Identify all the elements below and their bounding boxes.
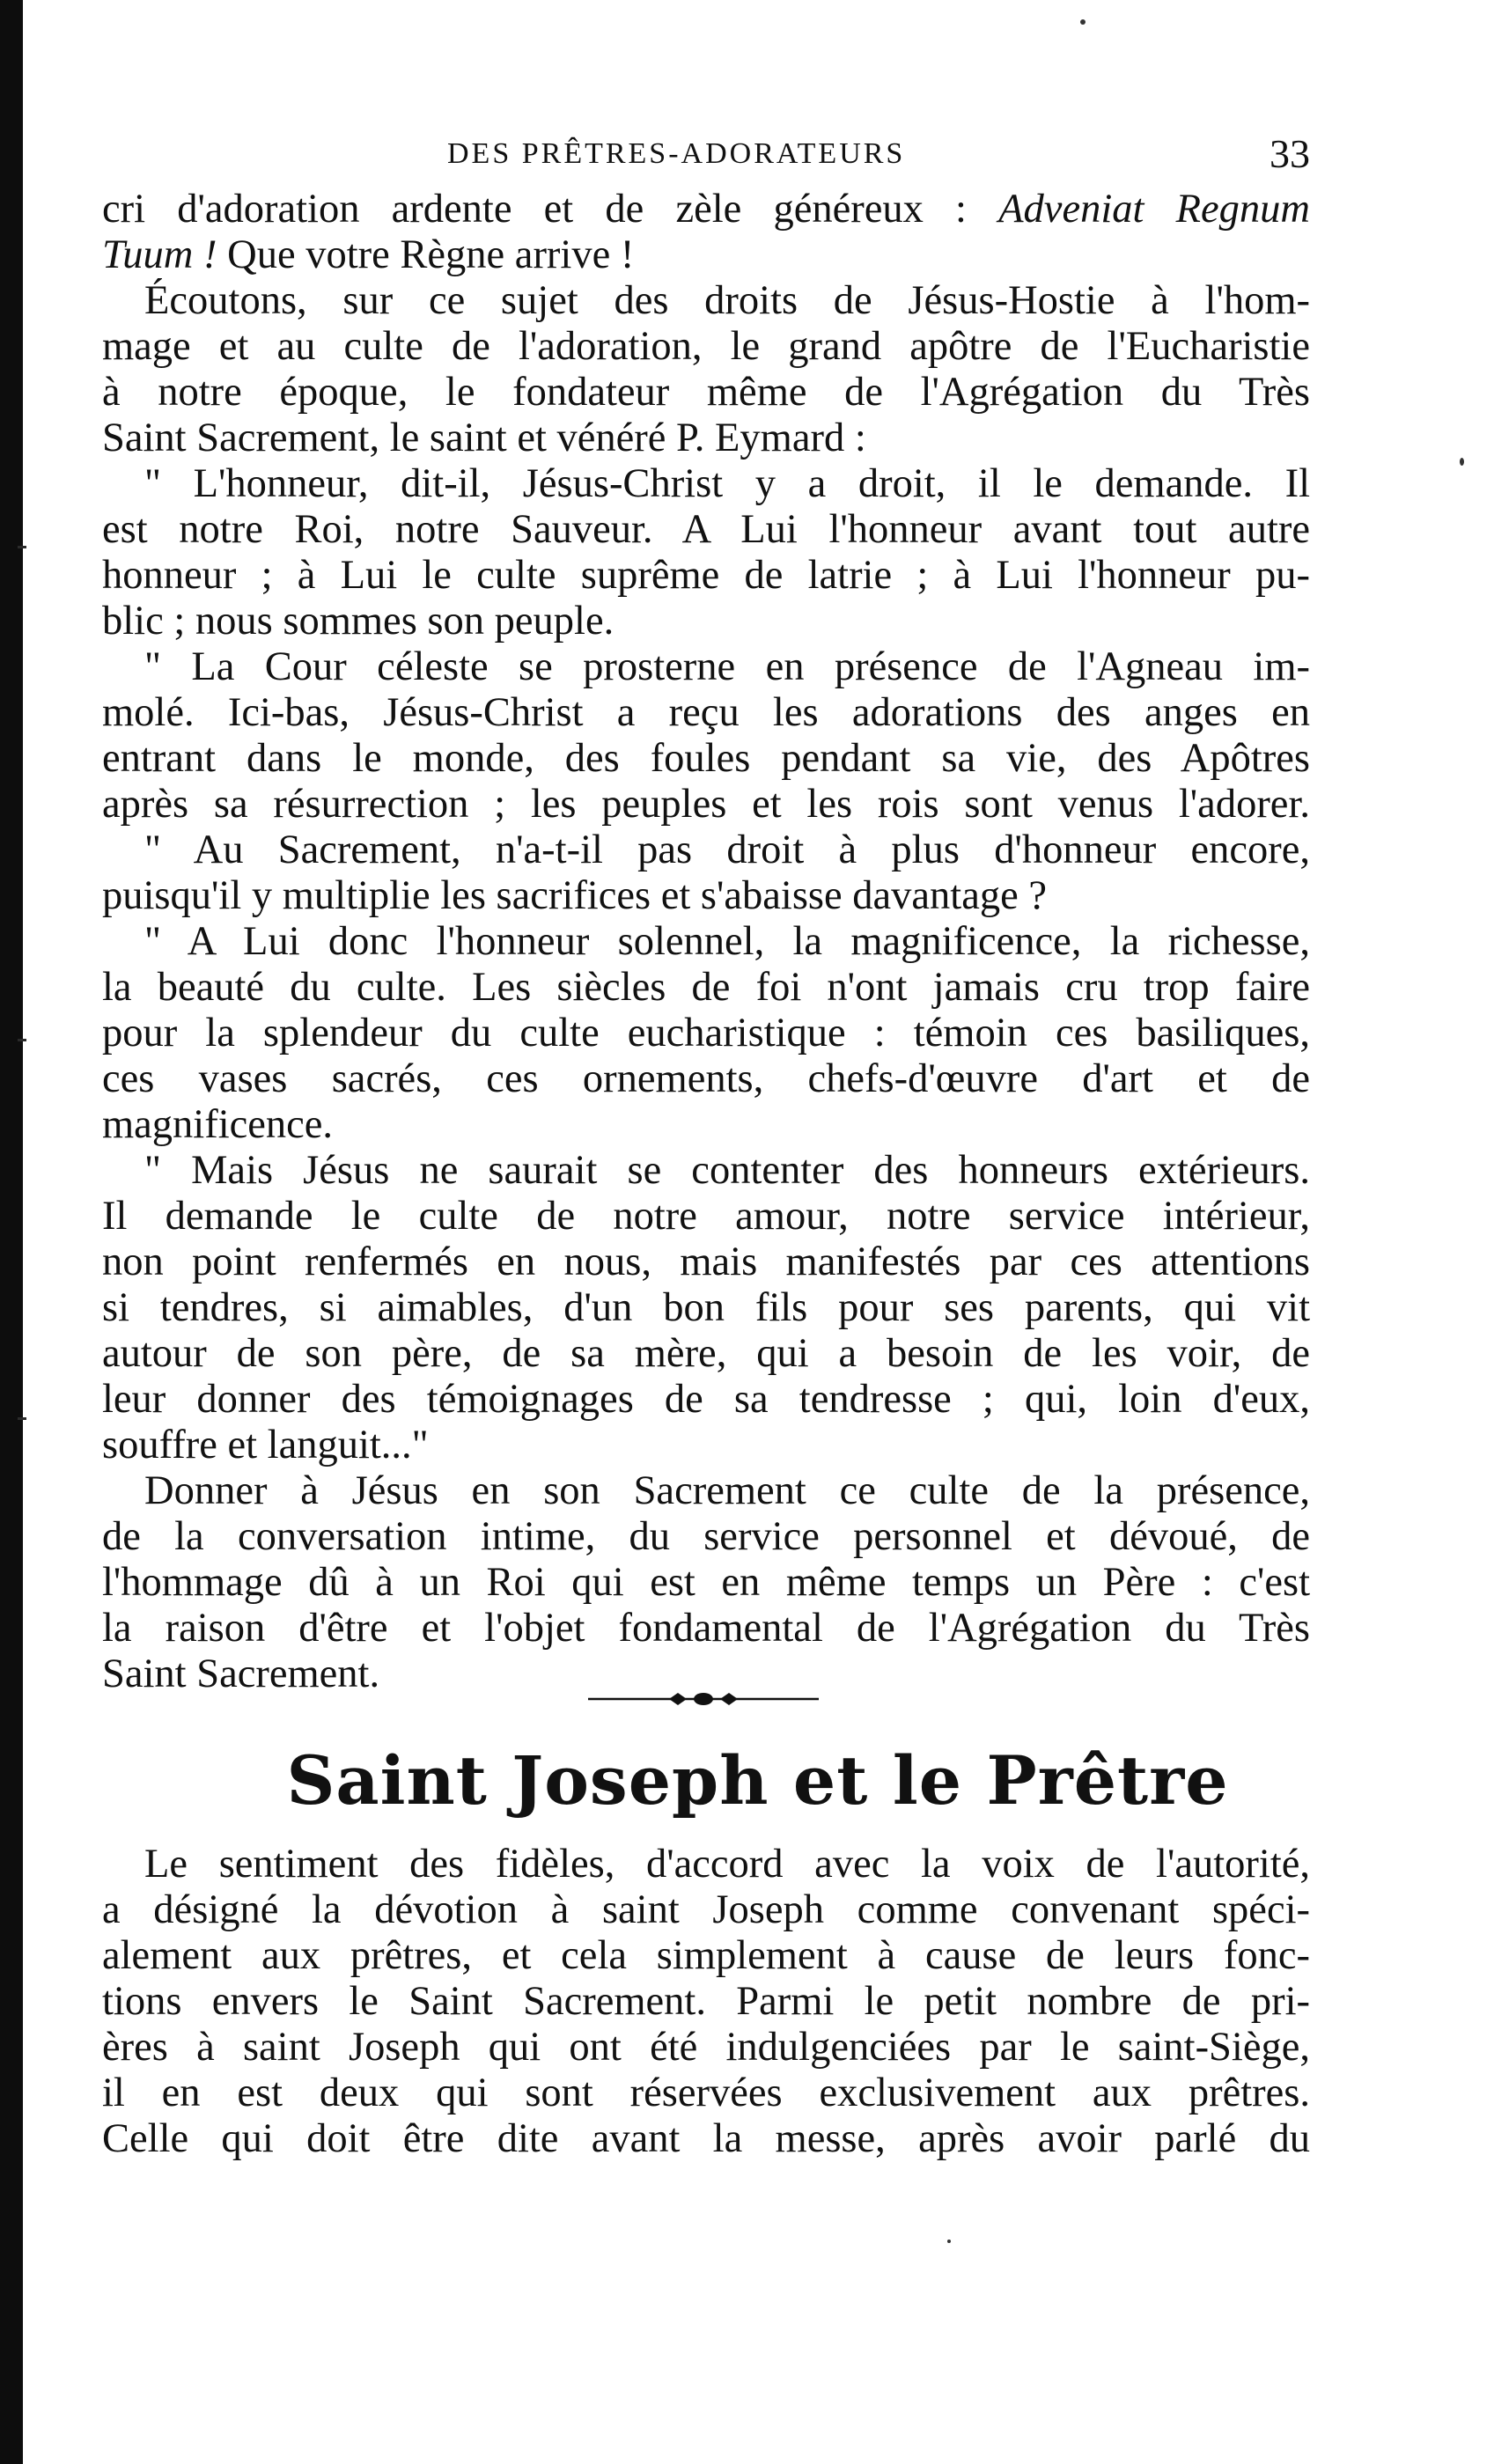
print-speck: [1460, 458, 1464, 466]
section-heading: Saint Joseph et le Prêtre: [286, 1741, 1229, 1820]
text-line: Saint Sacrement, le saint et vénéré P. Eymard :: [102, 416, 866, 460]
text-line: Il demande le culte de notre amour, notre service intérieur,: [102, 1194, 1310, 1239]
text-line: blic ; nous sommes son peuple.: [102, 599, 615, 644]
binding-nick: [18, 1039, 26, 1041]
text-line: souffre et languit...": [102, 1423, 429, 1467]
text-line: Donner à Jésus en son Sacrement ce culte de la présence,: [144, 1468, 1310, 1513]
text-line: de la conversation intime, du service personnel et dévoué, de: [102, 1514, 1310, 1559]
print-speck: [1080, 19, 1086, 25]
text-line: magnificence.: [102, 1102, 334, 1147]
text-line-italic: Adveniat Regnum: [998, 187, 1310, 232]
text-line: mage et au culte de l'adoration, le grand apôtre de l'Eucharistie: [102, 324, 1310, 369]
text-line: " Mais Jésus ne saurait se contenter des honneurs extérieurs.: [144, 1148, 1310, 1193]
text-line: la beauté du culte. Les siècles de foi n'ont jamais cru trop faire: [102, 965, 1310, 1010]
text-line: puisqu'il y multiplie les sacrifices et s'abaisse davantage ?: [102, 873, 1048, 918]
text-line: est notre Roi, notre Sauveur. A Lui l'honneur avant tout autre: [102, 507, 1310, 552]
text-line: Le sentiment des fidèles, d'accord avec la voix de l'autorité,: [144, 1842, 1310, 1887]
text-line: il en est deux qui sont réservées exclusivement aux prêtres.: [102, 2070, 1310, 2115]
text-line: [102, 187, 1310, 232]
text-line: tions envers le Saint Sacrement. Parmi le petit nombre de pri-: [102, 1979, 1310, 2024]
text-line: " Au Sacrement, n'a-t-il pas droit à plus d'honneur encore,: [144, 827, 1310, 872]
running-head: DES PRÊTRES-ADORATEURS: [447, 137, 906, 170]
page-number: 33: [1270, 131, 1310, 176]
text-line: entrant dans le monde, des foules pendant sa vie, des Apôtres: [102, 736, 1310, 781]
text-line: la raison d'être et l'objet fondamental de l'Agrégation du Très: [102, 1606, 1310, 1651]
text-line: " La Cour céleste se prosterne en présence de l'Agneau im-: [144, 644, 1310, 689]
text-line: autour de son père, de sa mère, qui a besoin de les voir, de: [102, 1331, 1310, 1376]
text-line: si tendres, si aimables, d'un bon fils pour ses parents, qui vit: [102, 1285, 1310, 1330]
text-line: ces vases sacrés, ces ornements, chefs-d'œuvre d'art et de: [102, 1056, 1310, 1101]
text-line-regular: cri d'adoration ardente et de zèle généreux :: [102, 187, 999, 232]
text-line: molé. Ici-bas, Jésus-Christ a reçu les adorations des anges en: [102, 690, 1310, 735]
text-line: leur donner des témoignages de sa tendresse ; qui, loin d'eux,: [102, 1377, 1310, 1422]
page-header: [104, 130, 1310, 183]
page-binding-edge: [0, 0, 23, 2464]
binding-nick: [18, 546, 26, 548]
text-line: " A Lui donc l'honneur solennel, la magnificence, la richesse,: [144, 919, 1310, 964]
text-line: " L'honneur, dit-il, Jésus-Christ y a droit, il le demande. Il: [144, 461, 1310, 506]
text-line-italic: Tuum !: [102, 232, 217, 277]
text-line: [102, 232, 1310, 278]
text-line: après sa résurrection ; les peuples et les rois sont venus l'adorer.: [102, 782, 1310, 827]
text-line: Saint Sacrement.: [102, 1651, 380, 1696]
print-speck: [947, 2240, 951, 2243]
body-text-section-1: [102, 187, 1310, 1697]
text-line: Celle qui doit être dite avant la messe, après avoir parlé du: [102, 2116, 1310, 2161]
text-line: honneur ; à Lui le culte suprême de latrie ; à Lui l'honneur pu-: [102, 553, 1310, 598]
text-line: Écoutons, sur ce sujet des droits de Jésus-Hostie à l'hom-: [144, 278, 1310, 323]
text-line: ères à saint Joseph qui ont été indulgenciées par le saint-Siège,: [102, 2025, 1310, 2070]
text-line: a désigné la dévotion à saint Joseph comme convenant spéci-: [102, 1887, 1310, 1932]
body-text-section-2: [102, 1842, 1310, 2162]
text-line: l'hommage dû à un Roi qui est en même temps un Père : c'est: [102, 1560, 1310, 1605]
section-divider-ornament: [588, 1690, 819, 1708]
binding-nick: [18, 1417, 26, 1420]
text-line: alement aux prêtres, et cela simplement à cause de leurs fonc-: [102, 1933, 1310, 1978]
text-line: pour la splendeur du culte eucharistique : témoin ces basiliques,: [102, 1011, 1310, 1055]
text-line: non point renfermés en nous, mais manifestés par ces attentions: [102, 1239, 1310, 1284]
text-line: à notre époque, le fondateur même de l'Agrégation du Très: [102, 370, 1310, 415]
text-line-regular: Que votre Règne arrive !: [217, 232, 635, 277]
